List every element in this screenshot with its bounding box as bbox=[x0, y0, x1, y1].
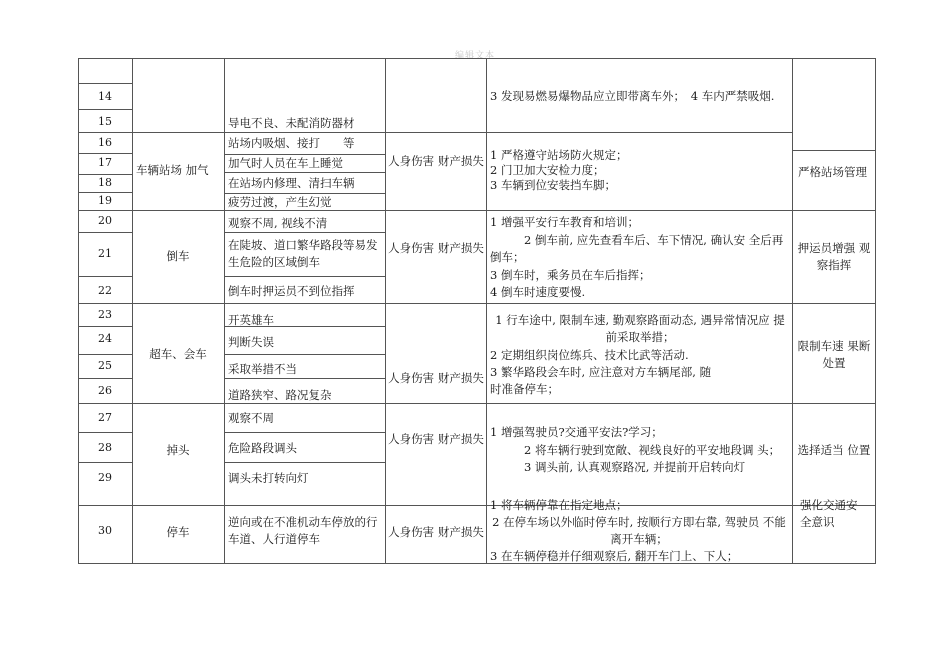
measure-cell: 1 增强驾驶员?交通平安法?学习； bbox=[490, 425, 663, 439]
measure-cell: 1 将车辆停靠在指定地点； bbox=[490, 498, 628, 512]
hazard-cell: 开英雄车 bbox=[228, 313, 274, 327]
hazard-cell: 加气时人员在车上睡觉 bbox=[228, 156, 343, 170]
measure-cell: 4 倒车时速度要慢. bbox=[490, 285, 586, 299]
activity-cell: 掉头 bbox=[166, 443, 190, 457]
measure-cell: 3 发现易燃易爆物品应立即带离车外； 4 车内严禁吸烟. bbox=[490, 89, 775, 103]
hazard-cell: 站场内吸烟、接打 等 bbox=[228, 136, 355, 150]
column-divider bbox=[224, 58, 225, 564]
measure-cell: 2 在停车场以外临时停车时, 按顺行方即右靠, 驾驶员 不能离开车辆； bbox=[492, 515, 786, 546]
row-number: 20 bbox=[98, 214, 112, 227]
control-cell: 限制车速 果断处置 bbox=[797, 339, 871, 370]
hazard-cell: 危险路段调头 bbox=[228, 441, 297, 455]
hazard-cell: 采取举措不当 bbox=[228, 362, 297, 376]
row-number: 19 bbox=[98, 194, 112, 207]
measure-cell: 2 门卫加大安检力度； bbox=[490, 163, 605, 177]
measure-cell: 1 行车途中, 限制车速, 勤观察路面动态, 遇异常情况应 提前采取举措； bbox=[495, 313, 785, 344]
row-number: 15 bbox=[98, 115, 112, 128]
row-divider bbox=[78, 505, 876, 506]
table-border-bottom bbox=[78, 563, 876, 564]
hazard-cell: 在站场内修理、清扫车辆 bbox=[228, 176, 355, 190]
control-cell: 押运员增强 观察指挥 bbox=[797, 241, 871, 272]
measure-cell: 1 增强平安行车教育和培训； bbox=[490, 215, 639, 229]
hazard-cell: 导电不良、未配消防器材 bbox=[228, 116, 355, 130]
hazard-cell: 倒车时押运员不到位指挥 bbox=[228, 284, 355, 298]
row-number: 27 bbox=[98, 411, 112, 424]
hazard-cell: 道路狭窄、路况复杂 bbox=[228, 388, 332, 402]
activity-cell: 停车 bbox=[166, 525, 190, 539]
consequence-cell: 人身伤害 财产损失 bbox=[388, 525, 484, 539]
control-cell: 严格站场管理 bbox=[798, 165, 867, 179]
measure-cell: 2 将车辆行驶到宽敞、视线良好的平安地段调 头； bbox=[524, 443, 781, 457]
row-number: 18 bbox=[98, 176, 112, 189]
consequence-cell: 人身伤害 财产损失 bbox=[388, 371, 484, 385]
row-number: 16 bbox=[98, 136, 112, 149]
measure-cell: 2 定期组织岗位练兵、技术比武等活动. bbox=[490, 348, 689, 362]
consequence-cell: 人身伤害 财产损失 bbox=[388, 241, 484, 255]
row-number: 22 bbox=[98, 284, 112, 297]
measure-cell: 3 倒车时，乘务员在车后指挥； bbox=[490, 268, 651, 282]
hazard-cell: 疲劳过渡，产生幻觉 bbox=[228, 195, 332, 209]
row-number: 21 bbox=[98, 247, 112, 260]
row-number: 14 bbox=[98, 90, 112, 103]
table-border-right bbox=[875, 58, 876, 564]
column-divider bbox=[385, 58, 386, 564]
hazard-cell: 逆向或在不准机动车停放的行车道、人行道停车 bbox=[228, 515, 378, 546]
row-number: 23 bbox=[98, 308, 112, 321]
hazard-cell: 观察不周 bbox=[228, 411, 274, 425]
hazard-cell: 在陡坡、道口繁华路段等易发 生危险的区域倒车 bbox=[228, 238, 378, 269]
row-number: 29 bbox=[98, 471, 112, 484]
measure-cell: 2 倒车前, 应先查看车后、车下情况, 确认安 全后再倒车； bbox=[490, 233, 784, 264]
column-divider bbox=[486, 58, 487, 564]
row-number: 28 bbox=[98, 441, 112, 454]
consequence-cell: 人身伤害 财产损失 bbox=[388, 432, 484, 446]
row-number: 17 bbox=[98, 156, 112, 169]
consequence-cell: 人身伤害 财产损失 bbox=[388, 154, 484, 168]
table-border-top bbox=[78, 58, 876, 59]
column-divider bbox=[792, 58, 793, 564]
control-cell: 强化交通安 全意识 bbox=[800, 498, 858, 529]
activity-cell: 倒车 bbox=[166, 249, 190, 263]
measure-cell: 3 繁华路段会车时, 应注意对方车辆尾部, 随时准备停车； bbox=[490, 365, 712, 396]
measure-cell: 3 调头前, 认真观察路况, 并提前开启转向灯 bbox=[524, 460, 746, 474]
hazard-cell: 判断失误 bbox=[228, 335, 274, 349]
hazard-cell: 观察不周, 视线不清 bbox=[228, 216, 328, 230]
row-number: 25 bbox=[98, 359, 112, 372]
activity-cell: 车辆站场 加气 bbox=[136, 163, 209, 177]
hazard-table bbox=[78, 58, 876, 564]
row-number: 24 bbox=[98, 332, 112, 345]
hazard-cell: 调头未打转向灯 bbox=[228, 471, 309, 485]
watermark: 编辑文本 bbox=[454, 51, 495, 61]
control-cell: 选择适当 位置 bbox=[797, 443, 871, 457]
row-number: 30 bbox=[98, 524, 112, 537]
row-number: 26 bbox=[98, 384, 112, 397]
column-divider bbox=[132, 58, 133, 564]
measure-cell: 3 车辆到位安装挡车脚； bbox=[490, 178, 616, 192]
measure-cell: 3 在车辆停稳并仔细观察后, 翻开车门上、下人； bbox=[490, 549, 739, 563]
activity-cell: 超车、会车 bbox=[149, 347, 207, 361]
measure-cell: 1 严格遵守站场防火规定； bbox=[490, 148, 628, 162]
